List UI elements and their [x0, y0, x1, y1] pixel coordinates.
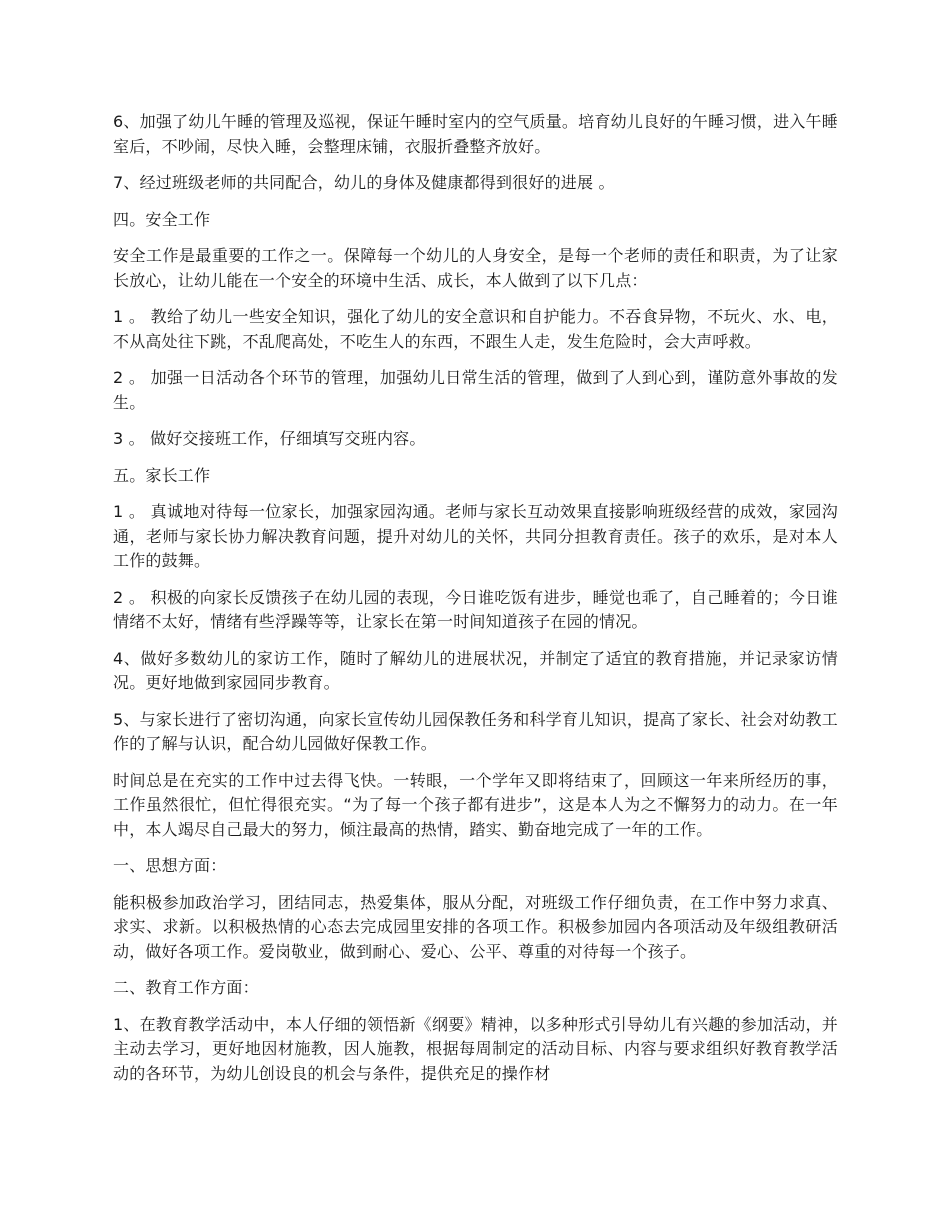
paragraph-parents-item-2: 2 。 积极的向家长反馈孩子在幼儿园的表现，今日谁吃饭有进步，睡觉也乖了，自己睡着的；今日谁情绪不太好，情绪有些浮躁等等，让家长在第一时间知道孩子在园的情况。 — [113, 587, 838, 631]
paragraph-health-progress: 7、经过班级老师的共同配合，幼儿的身体及健康都得到很好的进展 。 — [113, 173, 615, 192]
paragraph-parents-item-5: 5、与家长进行了密切沟通，向家长宣传幼儿园保教任务和科学育儿知识，提高了家长、社会对幼教工作的了解与认识，配合幼儿园做好保教工作。 — [113, 709, 838, 753]
paragraph-year-summary: 时间总是在充实的工作中过去得飞快。一转眼，一个学年又即将结束了，回顾这一年来所经历的事，工作虽然很忙，但忙得很充实。“为了每一个孩子都有进步”，这是本人为之不懈努力的动力。在一年中，本人竭尽自己最大的努力，倾注最高的热情，踏实、勤奋地完成了一年的工作。 — [113, 770, 838, 839]
document-page — [113, 110, 838, 1098]
paragraph-education-item-1: 1、在教育教学活动中，本人仔细的领悟新《纲要》精神，以多种形式引导幼儿有兴趣的参加活动，并主动去学习，更好地因材施教，因人施教，根据每周制定的活动目标、内容与要求组织好教育教学活动的各环节，为幼儿创设良的机会与条件，提供充足的操作材 — [113, 1014, 838, 1083]
paragraph-safety-item-1: 1 。 教给了幼儿一些安全知识，强化了幼儿的安全意识和自护能力。不吞食异物，不玩火、水、电，不从高处往下跳，不乱爬高处，不吃生人的东西，不跟生人走，发生危险时，会大声呼救。 — [113, 307, 838, 351]
paragraph-parents-item-4: 4、做好多数幼儿的家访工作，随时了解幼儿的进展状况，并制定了适宜的教育措施，并记录家访情况。更好地做到家园同步教育。 — [113, 648, 838, 692]
paragraph-safety-intro: 安全工作是最重要的工作之一。保障每一个幼儿的人身安全，是每一个老师的责任和职责，为了让家长放心，让幼儿能在一个安全的环境中生活、成长，本人做到了以下几点： — [113, 246, 838, 290]
paragraph-parents-item-1: 1 。 真诚地对待每一位家长，加强家园沟通。老师与家长互动效果直接影响班级经营的成效，家园沟通，老师与家长协力解决教育问题，提升对幼儿的关怀，共同分担教育责任。孩子的欢乐，是对本人工作的鼓舞。 — [113, 502, 838, 570]
paragraph-safety-item-3: 3 。 做好交接班工作，仔细填写交班内容。 — [113, 429, 426, 448]
paragraph-safety-item-2: 2 。 加强一日活动各个环节的管理，加强幼儿日常生活的管理，做到了人到心到，谨防意外事故的发生。 — [113, 368, 838, 412]
section-heading-safety: 四。安全工作 — [113, 209, 211, 229]
section-heading-parents: 五。家长工作 — [113, 465, 211, 485]
paragraph-thought: 能积极参加政治学习，团结同志，热爱集体，服从分配，对班级工作仔细负责，在工作中努力求真、求实、求新。以积极热情的心态去完成园里安排的各项工作。积极参加园内各项活动及年级组教研活动，做好各项工作。爱岗敬业，做到耐心、爱心、公平、尊重的对待每一个孩子。 — [113, 892, 838, 961]
section-heading-thought: 一、思想方面： — [113, 856, 227, 875]
section-heading-education: 二、教育工作方面： — [113, 978, 259, 997]
paragraph-nap-management: 6、加强了幼儿午睡的管理及巡视，保证午睡时室内的空气质量。培育幼儿良好的午睡习惯，进入午睡室后，不吵闹，尽快入睡，会整理床铺，衣服折叠整齐放好。 — [113, 112, 838, 156]
